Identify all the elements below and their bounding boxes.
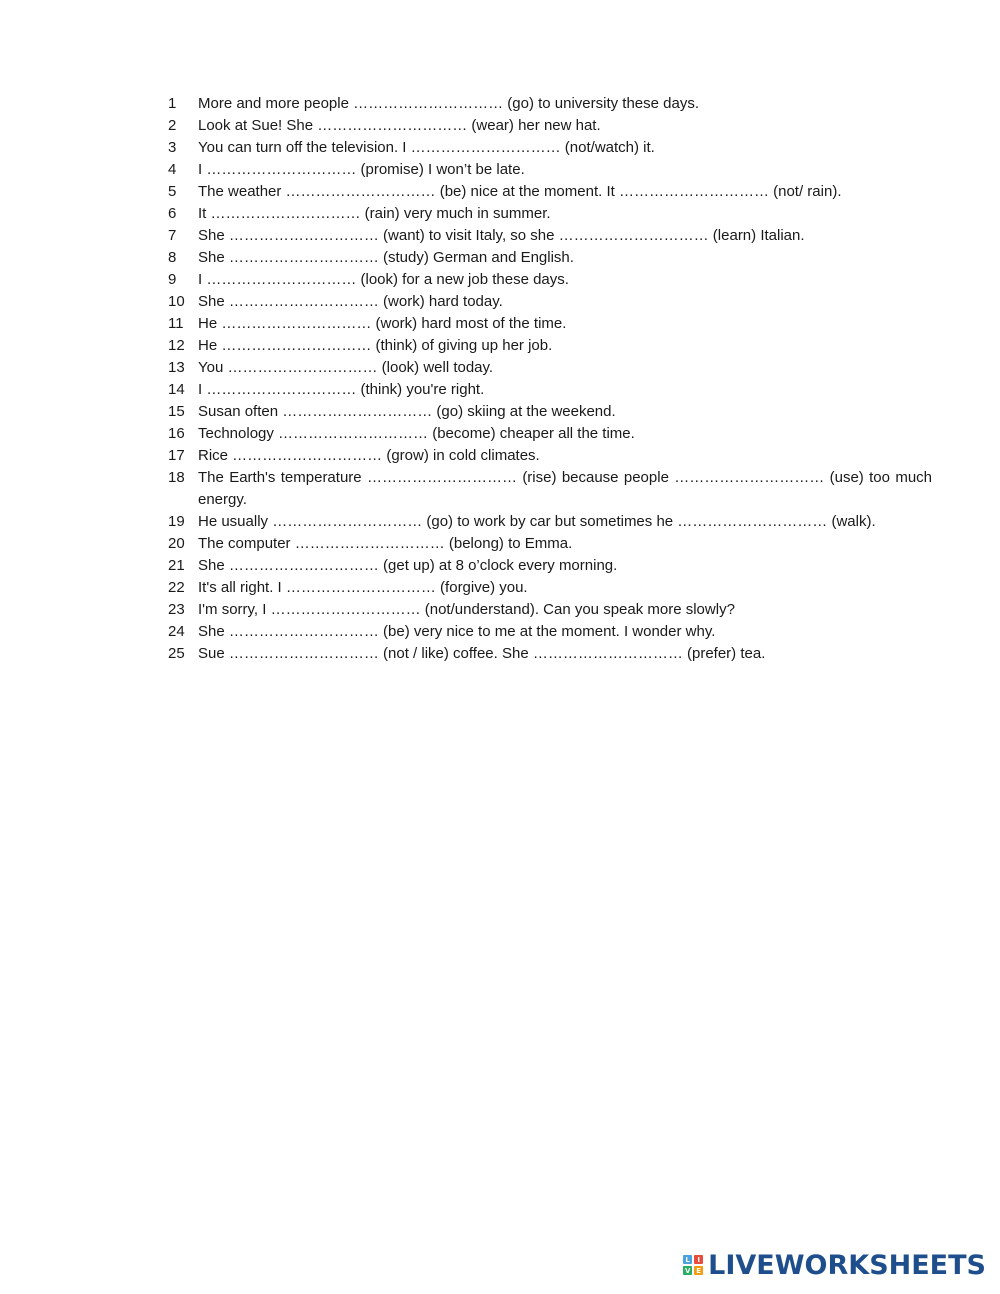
exercise-item-15 xyxy=(168,401,932,423)
item-number: 2 xyxy=(168,117,177,134)
exercise-item-17 xyxy=(168,445,932,467)
item-text: She ………………………… (study) German and English. xyxy=(198,249,574,266)
exercise-item-8 xyxy=(168,247,932,269)
item-text: Technology ………………………… (become) cheaper all the time. xyxy=(198,425,635,442)
item-number: 12 xyxy=(168,337,185,354)
item-number: 19 xyxy=(168,513,185,530)
exercise-item-11 xyxy=(168,313,932,335)
exercise-item-23 xyxy=(168,599,932,621)
item-text: She ………………………… (want) to visit Italy, so she ………………………… (learn) Italian. xyxy=(198,227,805,244)
item-text: She ………………………… (work) hard today. xyxy=(198,293,503,310)
item-number: 21 xyxy=(168,557,185,574)
item-number: 10 xyxy=(168,293,185,310)
item-number: 18 xyxy=(168,469,185,486)
item-number: 4 xyxy=(168,161,177,178)
item-number: 11 xyxy=(168,315,184,332)
item-text: The Earth's temperature ………………………… (rise) because people ………………………… (use) too much energy. xyxy=(198,469,932,508)
item-number: 6 xyxy=(168,205,177,222)
item-text: He ………………………… (think) of giving up her job. xyxy=(198,337,553,354)
exercise-item-4 xyxy=(168,159,932,181)
item-number: 5 xyxy=(168,183,177,200)
exercise-item-10 xyxy=(168,291,932,313)
exercise-list xyxy=(168,93,932,665)
item-text: Rice ………………………… (grow) in cold climates. xyxy=(198,447,540,464)
item-number: 1 xyxy=(168,95,177,112)
item-number: 20 xyxy=(168,535,185,552)
exercise-item-12 xyxy=(168,335,932,357)
item-text: I'm sorry, I ………………………… (not/understand). Can you speak more slowly? xyxy=(198,601,735,618)
item-number: 17 xyxy=(168,447,185,464)
exercise-item-6 xyxy=(168,203,932,225)
item-text: I ………………………… (think) you're right. xyxy=(198,381,485,398)
exercise-item-3 xyxy=(168,137,932,159)
item-text: I ………………………… (promise) I won’t be late. xyxy=(198,161,525,178)
item-text: Sue ………………………… (not / like) coffee. She ………………………… (prefer) tea. xyxy=(198,645,766,662)
item-text: The computer ………………………… (belong) to Emma. xyxy=(198,535,573,552)
item-number: 24 xyxy=(168,623,185,640)
item-text: It's all right. I ………………………… (forgive) you. xyxy=(198,579,528,596)
logo-mark-letter: L xyxy=(683,1255,692,1264)
item-number: 15 xyxy=(168,403,185,420)
item-text: I ………………………… (look) for a new job these days. xyxy=(198,271,569,288)
item-number: 7 xyxy=(168,227,177,244)
liveworksheets-logo[interactable] xyxy=(683,1250,986,1280)
exercise-item-9 xyxy=(168,269,932,291)
item-text: You ………………………… (look) well today. xyxy=(198,359,494,376)
item-number: 25 xyxy=(168,645,185,662)
item-number: 3 xyxy=(168,139,177,156)
item-number: 8 xyxy=(168,249,177,266)
exercise-item-5 xyxy=(168,181,932,203)
exercise-item-24 xyxy=(168,621,932,643)
item-text: The weather ………………………… (be) nice at the moment. It ………………………… (not/ rain). xyxy=(198,183,842,200)
item-text: More and more people ………………………… (go) to university these days. xyxy=(198,95,700,112)
exercise-item-2 xyxy=(168,115,932,137)
item-number: 13 xyxy=(168,359,185,376)
exercise-item-13 xyxy=(168,357,932,379)
item-number: 9 xyxy=(168,271,177,288)
logo-mark-letter: V xyxy=(684,1266,691,1275)
exercise-item-20 xyxy=(168,533,932,555)
exercise-item-1 xyxy=(168,93,932,115)
exercise-item-14 xyxy=(168,379,932,401)
item-text: She ………………………… (be) very nice to me at the moment. I wonder why. xyxy=(198,623,716,640)
exercise-item-22 xyxy=(168,577,932,599)
item-text: Susan often ………………………… (go) skiing at the weekend. xyxy=(198,403,616,420)
item-text: He ………………………… (work) hard most of the time. xyxy=(198,315,567,332)
logo-mark-letter: E xyxy=(694,1266,703,1275)
item-text: You can turn off the television. I ………………………… (not/watch) it. xyxy=(198,139,655,156)
exercise-item-19 xyxy=(168,511,932,533)
item-number: 16 xyxy=(168,425,185,442)
item-text: It ………………………… (rain) very much in summer. xyxy=(198,205,551,222)
logo-mark-letter: I xyxy=(694,1255,703,1264)
exercise-item-7 xyxy=(168,225,932,247)
exercise-item-25 xyxy=(168,643,932,665)
item-number: 22 xyxy=(168,579,185,596)
exercise-item-16 xyxy=(168,423,932,445)
logo-wordmark: LIVEWORKSHEETS xyxy=(708,1249,986,1281)
exercise-item-21 xyxy=(168,555,932,577)
item-number: 14 xyxy=(168,381,185,398)
exercise-item-18 xyxy=(168,467,932,511)
item-text: Look at Sue! She ………………………… (wear) her new hat. xyxy=(198,117,601,134)
liveworksheets-mark-icon xyxy=(683,1255,703,1275)
item-text: He usually ………………………… (go) to work by car but sometimes he ………………………… (walk). xyxy=(198,513,876,530)
item-text: She ………………………… (get up) at 8 o’clock every morning. xyxy=(198,557,618,574)
item-number: 23 xyxy=(168,601,185,618)
